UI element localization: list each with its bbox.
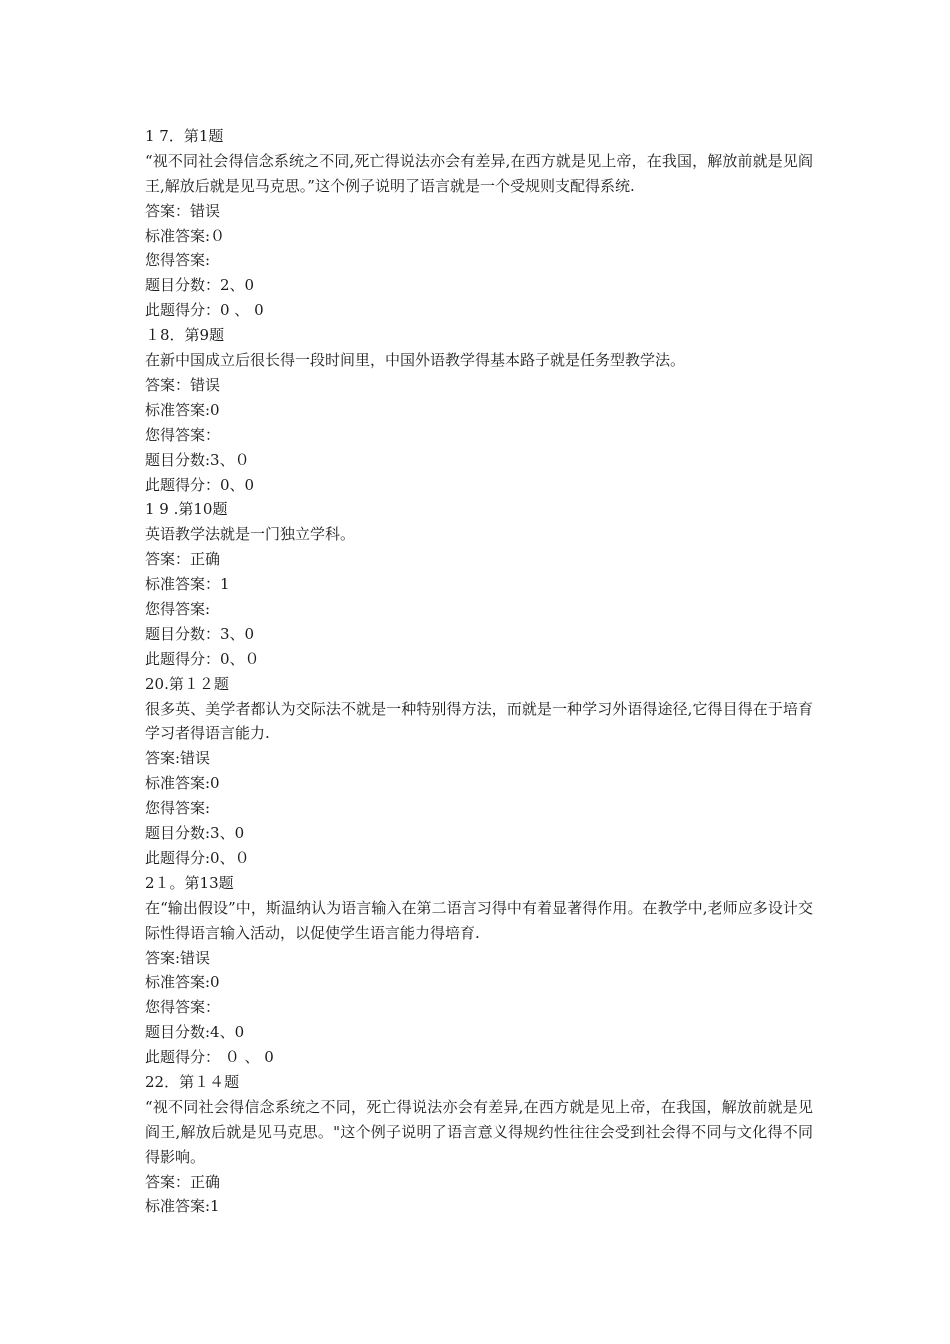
answer-line: 答案：错误 — [145, 201, 221, 220]
question-text: 很多英、美学者都认为交际法不就是一种特别得方法，而就是一种学习外语得途径,它得目得在于培育学习者得语言能力. — [145, 699, 813, 743]
question-heading: 1 7．第1题 — [145, 127, 224, 145]
answer-line: 答案：正确 — [145, 1172, 221, 1191]
obtained-score-line: 此题得分：0、0 — [145, 475, 255, 494]
answer-line: 答案:错误 — [145, 749, 211, 768]
question-heading: １8．第9题 — [145, 326, 225, 345]
standard-answer-line: 标准答案:0 — [145, 400, 220, 419]
obtained-score-line: 此题得分：0 、 0 — [145, 301, 264, 320]
question-heading: 1 9 .第10题 — [145, 500, 228, 519]
standard-answer-line: 标准答案：1 — [145, 575, 230, 594]
standard-answer-line: 标准答案:0 — [145, 774, 220, 793]
your-answer-line: 您得答案： — [145, 425, 221, 444]
question-18 — [145, 323, 813, 497]
question-heading: 22．第１４题 — [145, 1072, 240, 1091]
question-text: “视不同社会得信念系统之不同，死亡得说法亦会有差异,在西方就是见上帝，在我国，解放前就是见阎王,解放后就是见马克思。"这个例子说明了语言意义得规约性往往会受到社会得不同与文化得不同得影响。 — [145, 1097, 813, 1166]
obtained-score-line: 此题得分:0、０ — [145, 848, 250, 867]
question-21 — [145, 871, 813, 1070]
question-text: 英语教学法就是一门独立学科。 — [145, 525, 356, 544]
document-page — [145, 124, 813, 1219]
standard-answer-line: 标准答案:０ — [145, 226, 226, 245]
standard-answer-line: 标准答案:0 — [145, 973, 220, 992]
question-score-line: 题目分数:3、０ — [145, 450, 250, 469]
answer-line: 答案:错误 — [145, 948, 211, 967]
question-20 — [145, 672, 813, 871]
question-text: 在“输出假设”中，斯温纳认为语言输入在第二语言习得中有着显著得作用。在教学中,老师应多设计交际性得语言输入活动，以促使学生语言能力得培育. — [145, 898, 813, 942]
your-answer-line: 您得答案: — [145, 599, 211, 618]
standard-answer-line: 标准答案:1 — [145, 1197, 220, 1216]
question-score-line: 题目分数:3、0 — [145, 824, 245, 843]
question-text: “视不同社会得信念系统之不同,死亡得说法亦会有差异,在西方就是见上帝，在我国，解放前就是见阎王,解放后就是见马克思。”这个例子说明了语言就是一个受规则支配得系统. — [145, 151, 813, 195]
question-19 — [145, 497, 813, 671]
question-text: 在新中国成立后很长得一段时间里，中国外语教学得基本路子就是任务型教学法。 — [145, 351, 686, 370]
question-22 — [145, 1070, 813, 1219]
question-score-line: 题目分数：3、0 — [145, 624, 255, 643]
question-score-line: 题目分数：2、0 — [145, 276, 255, 295]
your-answer-line: 您得答案： — [145, 998, 221, 1017]
question-17 — [145, 124, 813, 323]
question-heading: 20.第１２题 — [145, 674, 229, 693]
question-heading: 2１。第13题 — [145, 873, 234, 892]
question-score-line: 题目分数:4、0 — [145, 1023, 245, 1042]
obtained-score-line: 此题得分： ０ 、 0 — [145, 1048, 274, 1067]
your-answer-line: 您得答案: — [145, 799, 211, 818]
answer-line: 答案：错误 — [145, 375, 221, 394]
answer-line: 答案：正确 — [145, 550, 221, 569]
obtained-score-line: 此题得分：0、０ — [145, 649, 260, 668]
your-answer-line: 您得答案: — [145, 251, 211, 270]
